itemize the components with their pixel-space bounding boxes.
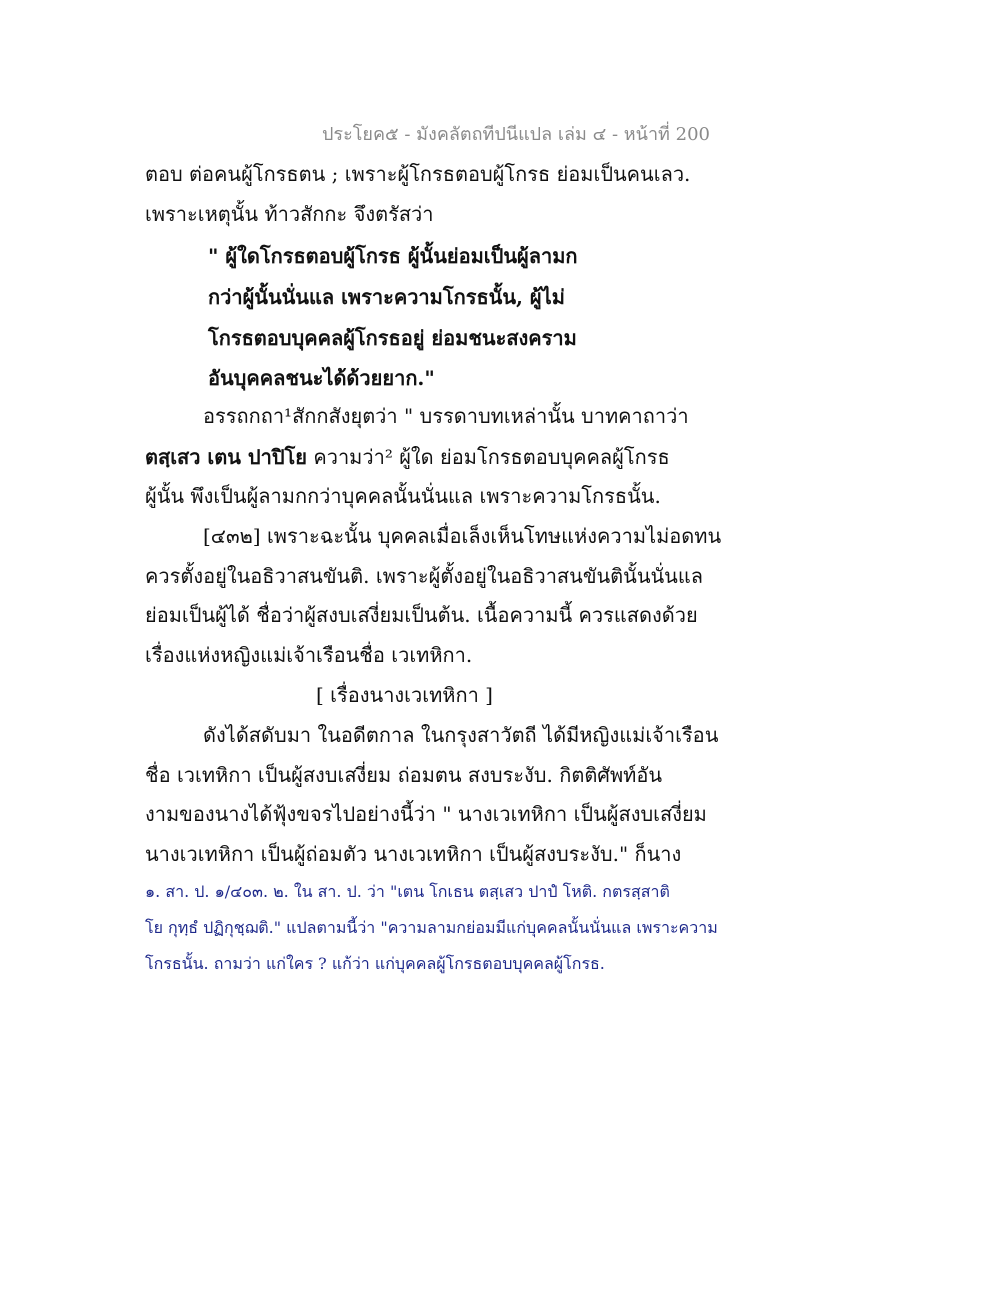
body-line: เพราะเหตุนั้น ท้าวสักกะ จึงตรัสว่า	[145, 202, 434, 226]
footnote-line: โกรธนั้น. ถามว่า แก่ใคร ? แก้ว่า แก่บุคคลผู้โกรธตอบบุคคลผู้โกรธ.	[145, 954, 605, 973]
commentary-text: ความว่า² ผู้ใด ย่อมโกรธตอบบุคคลผู้โกรธ	[306, 445, 670, 469]
footnote-line: ๑. สา. ป. ๑/๔๐๓. ๒. ใน สา. ป. ว่า "เตน โกเธน ตสฺเสว ปาปํ โหติ. กตรสฺสาติ	[145, 882, 670, 901]
body-line: เรื่องแห่งหญิงแม่เจ้าเรือนชื่อ เวเทหิกา.	[145, 643, 473, 667]
footnote-line: โย กุทฺธํ ปฏิกุชฺฌติ." แปลตามนี้ว่า "ความลามกย่อมมีแก่บุคคลนั้นนั่นแล เพราะความ	[145, 918, 718, 937]
body-line: ดังได้สดับมา ในอดีตกาล ในกรุงสาวัตถี ได้มีหญิงแม่เจ้าเรือน	[203, 723, 719, 747]
verse-line: โกรธตอบบุคคลผู้โกรธอยู่ ย่อมชนะสงคราม	[208, 326, 577, 350]
body-line: นางเวเทหิกา เป็นผู้ถ่อมตัว นางเวเทหิกา เป็นผู้สงบระงับ." ก็นาง	[145, 842, 682, 866]
body-line: ชื่อ เวเทหิกา เป็นผู้สงบเสงี่ยม ถ่อมตน สงบระงับ. กิตติศัพท์อัน	[145, 763, 663, 787]
verse-line: อันบุคคลชนะได้ด้วยยาก."	[208, 366, 435, 390]
body-line: ย่อมเป็นผู้ได้ ชื่อว่าผู้สงบเสงี่ยมเป็นต้น. เนื้อความนี้ ควรแสดงด้วย	[145, 603, 698, 627]
commentary-line	[145, 444, 670, 470]
verse-line: " ผู้ใดโกรธตอบผู้โกรธ ผู้นั้นย่อมเป็นผู้ลามก	[208, 244, 578, 268]
verse-line: กว่าผู้นั้นนั่นแล เพราะความโกรธนั้น, ผู้ไม่	[208, 285, 565, 309]
pali-term: ตสฺเสว เตน ปาปิโย	[145, 445, 307, 469]
body-line: ตอบ ต่อคนผู้โกรธตน ; เพราะผู้โกรธตอบผู้โกรธ ย่อมเป็นคนเลว.	[145, 162, 691, 186]
commentary-line: อรรถกถา¹สักกสังยุตว่า " บรรดาบทเหล่านั้น บาทคาถาว่า	[203, 404, 689, 428]
commentary-line: ผู้นั้น พึงเป็นผู้ลามกกว่าบุคคลนั้นนั่นแล เพราะความโกรธนั้น.	[145, 484, 661, 508]
body-line: ควรตั้งอยู่ในอธิวาสนขันติ. เพราะผู้ตั้งอยู่ในอธิวาสนขันตินั้นนั่นแล	[145, 564, 703, 588]
body-line: งามของนางได้ฟุ้งขจรไปอย่างนี้ว่า " นางเวเทหิกา เป็นผู้สงบเสงี่ยม	[145, 802, 707, 826]
running-header: ประโยค๕ - มังคลัตถทีปนีแปล เล่ม ๔ - หน้าที่ 200	[322, 124, 710, 145]
story-title: [ เรื่องนางเวเทหิกา ]	[316, 683, 493, 707]
body-line: [๔๓๒] เพราะฉะนั้น บุคคลเมื่อเล็งเห็นโทษแห่งความไม่อดทน	[203, 524, 722, 548]
